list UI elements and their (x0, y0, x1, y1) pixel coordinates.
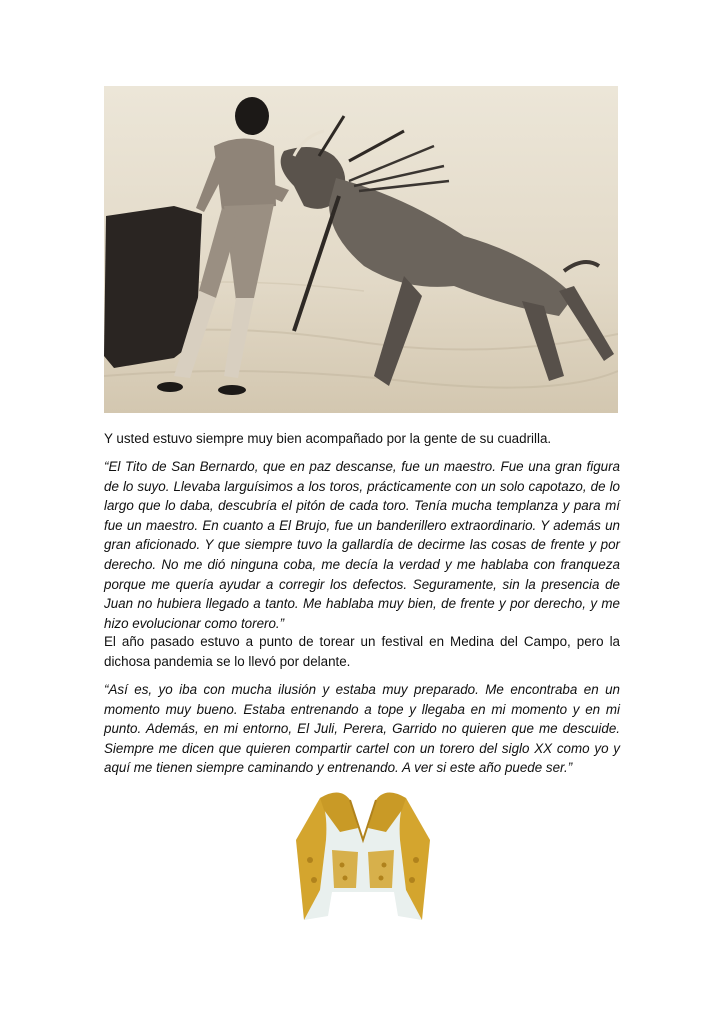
bullfight-illustration (104, 86, 618, 413)
question-paragraph-2: El año pasado estuvo a punto de torear un festival en Medina del Campo, pero la dichosa pandemia se lo llevó por delante. (104, 634, 620, 669)
jacket-illustration (290, 780, 436, 926)
answer-paragraph-2: “Así es, yo iba con mucha ilusión y estaba muy preparado. Me encontraba en un momento muy bueno. Estaba entrenando a tope y llegaba en mi momento y en mi punto. Además, en mi entorno, El Juli, Perera, Garrido no quieren que me descuide. Siempre me dicen que quieren compartir cartel con un torero del siglo XX como yo y aquí me tienen siempre caminando y entrenando. A ver si este año puede ser.” (104, 682, 620, 776)
answer-paragraph-1: “El Tito de San Bernardo, que en paz descanse, fue un maestro. Fue una gran figura de lo suyo. Llevaba larguísimos a los toros, prácticamente con un solo capotazo, de lo largo que lo daba, descubría el pitón de cada toro. Tenía mucha templanza y para mí fue un maestro. En cuanto a El Brujo, fue un banderillero extraordinario. Y además un gran aficionado. Y que siempre tuvo la gallardía de decirme las cosas de frente y por derecho. No me dió ninguna coba, me decía la verdad y me hablaba con franqueza porque me quería ayudar a corregir los defectos. Seguramente, sin la presencia de Juan no hubiera llegado a tanto. Me hablaba muy bien, de frente y por derecho, y me hizo evolucionar como torero.” (104, 459, 620, 631)
left-front-embroidery (332, 850, 358, 888)
right-front-embroidery (368, 850, 394, 888)
matador-jacket-photo (290, 780, 436, 926)
bullfight-photo (104, 86, 618, 413)
question-paragraph-1: Y usted estuvo siempre muy bien acompañado por la gente de su cuadrilla. (104, 431, 552, 446)
